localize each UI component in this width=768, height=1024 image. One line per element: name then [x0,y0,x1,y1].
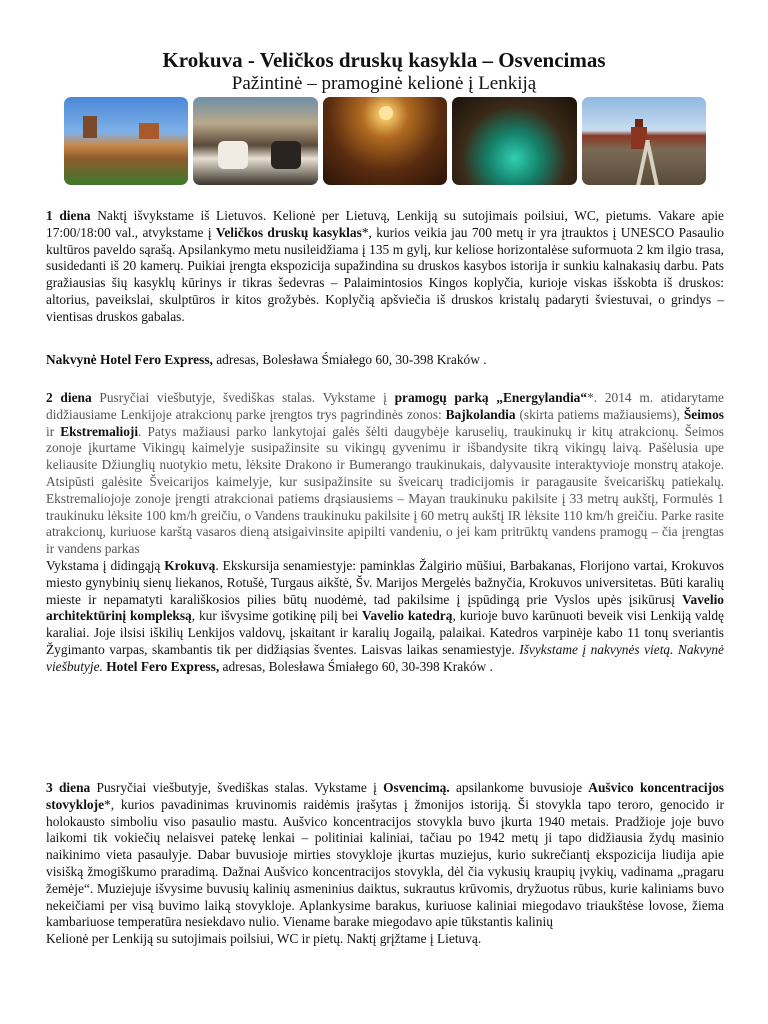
return-line: Kelionė per Lenkiją su sutojimais poilsiui, WC ir pietų. Naktį grįžtame į Lietuvą. [46,931,482,947]
auschwitz-gate-photo [582,97,706,185]
park-name: pramogų parką „Energylandia“ [394,390,588,405]
auschwitz-camp: Aušvico koncentracijos stovykloje [46,780,725,812]
stay1-paragraph: Nakvynė Hotel Fero Express, adresas, Bolesława Śmiałego 60, 30-398 Kraków . [46,352,487,367]
salt-mine-name: Veličkos druskų kasyklas [215,224,362,240]
photo-strip [64,97,706,185]
day1-paragraph: 1 diena Naktį išvykstame iš Lietuvos. Kelionė per Lietuvą, Lenkiją su sutojimais poilsiui, WC, pietums. Vakare apie 17:00/18:00 val., atvykstame į Veličkos druskų kasyklas*, kurios veikia jau 700 metų ir yra įtrauktos į UNESCO Pasaulio kultūros paveldo sąrašą. Apsilankymo metu nusileidžiama į 135 m gylį, kur keliose horizontalėse suformuota 2 km ilgio trasa, susidedanti iš 20 kamerų. Puikiai įrengta ekspozicija supažindina su druskos kasybos istorija ir sunkiu kalnakasių darbu. Pats gražiausias šių kasyklų kūrinys ir tikras šedevras – Palaimintosios Kingos koplyčia, kurioje viskas išskobta iš druskos: altorius, paveikslai, skulptūros ir kitos grožybės. Koplyčią apšviečia iš druskos kristalų padaryti šviestuvai, o grindys – vientisas druskos gabalas. [46,208,724,324]
krakow-castle-photo [64,97,188,185]
day2-label: 2 diena [46,390,92,405]
krakow-city: Krokuvą [164,557,216,573]
page-title: Krokuva - Veličkos druskų kasykla – Osvencimas [162,48,606,72]
hotel-name: Nakvynė Hotel Fero Express, [46,352,213,367]
salt-mine-lake-photo [452,97,576,185]
page-subtitle: Pažintinė – pramoginė kelionė į Lenkiją [231,73,537,94]
oswiecim-city: Osvencimą. [383,780,450,795]
day3-label: 3 diena [46,780,91,795]
day2-paragraph: 2 diena Pusryčiai viešbutyje, švediškas stalas. Vykstame į pramogų parką „Energylandia“*. 2014 m. atidarytame didžiausiame Lenkijoje atrakcionų parke įrengtos trys pagrindinės zonos: Bajkolandia (skirta patiems mažiausiems), Šeimos ir Ekstremalioji. Patys mažiausi parko lankytojai galės šėlti daugybėje karuselių, traukinukų ir kitų atrakcionų. Šeimos zonoje įkurtame Vikingų kaimelyje susipažinsite su vikingų gyvenimu ir išbandysite tikrą vikingų laivą. Pašėlusia upe keliausite Džiunglių nuotykio metu, lėksite Drakono ir Bumerango traukinukais, dalyvausite interaktyvioje monstrų atakoje. Atsipūsti galėsite Šveicarijos kaimelyje, kur susipažinsite su šveicarų tradicijomis ir paragausite šveicariškų patiekalų. Ekstremaliojoje zonoje įrengti atrakcionai patiems drąsiausiems – Mayan traukinuku pakilsite į 33 metrų aukštį, Formulės 1 traukinuku lėksite 100 km/h greičiu, o Vandens traukinuku pakilsite į 60 metrų aukštį IR lėksite 110 km/h greičiu. Parke rasite atrakcionų, kuriuose karštą vasaros dieną atsigaivinsite apipilti vandeniu, o jei kam pritrūktų vandens pramogų – čia įrengtas ir vandens parkas Vykstama į didingąją Krokuvą. Ekskursija senamiestyje: paminklas Žalgirio mūšiui, Barbakanas, Florijono vartai, Krokuvos miesto gynybinių sienų liekanos, Rotušė, Turgaus aikštė, Šv. Marijos Mergelės bažnyčia, Krokuvos universitetas. Būti karalių mieste ir nepamatyti karališkosios pilies būtų nuodėmė, tad pakilsime į įspūdingą prie Vyslos upės įsikūrusį Vavelio architektūrinį kompleksą, kur išvysime gotikinę pilį bei Vavelio katedrą, kurioje buvo karūnuoti beveik visi Lenkiją valdę karaliai. Joje ilsisi iškilių Lenkijos valdovų, įskaitant ir karalių Jogailą, palaikai. Katedros varpinėje kabo 11 tonų sveriantis Žygimanto varpas, skambantis tik per didžiąsias šventes. Laisvas laikas senamiestyje. Išvykstame į nakvynės vietą. Nakvynė viešbutyje. Hotel Fero Express, adresas, Bolesława Śmiałego 60, 30-398 Kraków . [46,390,725,674]
day3-paragraph: 3 diena Pusryčiai viešbutyje, švediškas stalas. Vykstame į Osvencimą. apsilankome buvusioje Aušvico koncentracijos stovykloje*, kurios pavadinimas kruvinomis raidėmis įrašytas į žmonijos istoriją. Ši stovykla tapo teroro, genocido ir holokausto simboliu viso pasaulio mastu. Aušvico koncentracijos stovykla buvo įkurta 1940 metais. Pradžioje joje buvo laikomi tik vokiečių nelaisvei patekę lenkai – politiniai kaliniai, tačiau po 1942 metų ji tapo didžiausia žydų masinio naikinimo vieta pasaulyje. Dabar buvusioje mirties stovykloje įkurtas muziejus, kurio sukrečiantį ekspozicija liudija apie visišką žmogiškumo praradimą. Dažnai Aušvico koncentracijos stovykla, dėl čia vykusių kraupių įvykių, vadinama „pragaru žemėje“. Muziejuje išvysime buvusių kalinių asmeninius daiktus, sukrautus krūvomis, dryžuotus rūbus, kurie kaliniams buvo nekeičiami per visą buvimo laiką stovykloje. Aplankysime barakus, kuriuose kaliniai miegodavo triaukštėse lovose, žiema kambariuose temperatūra nesiekdavo nulio. Viename barake miegodavo apie tūkstantis kalinių Kelionė per Lenkiją su sutojimais poilsiui, WC ir pietų. Naktį grįžtame į Lietuvą. [46,780,725,947]
salt-mine-chapel-photo [323,97,447,185]
horse-carriage-photo [193,97,317,185]
day1-label: 1 diena [46,208,91,223]
